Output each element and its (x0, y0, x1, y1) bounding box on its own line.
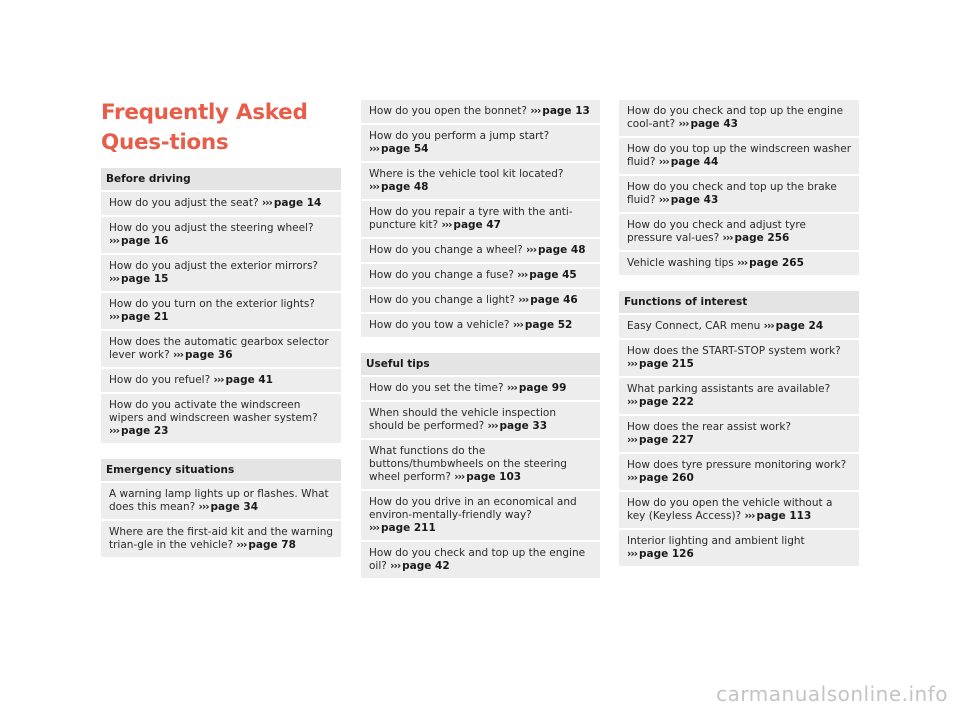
faq-question: What parking assistants are available? (627, 383, 831, 395)
page-reference-link[interactable] (507, 382, 567, 394)
page-number: page 23 (120, 425, 169, 437)
chevron-right-icon: ››› (658, 194, 669, 206)
chevron-right-icon: ››› (627, 548, 637, 560)
page-reference-link[interactable] (262, 197, 322, 209)
faq-question: How do you top up the windscreen washer fluid? (627, 143, 852, 168)
page-number: page 16 (120, 235, 169, 247)
page-reference-link[interactable] (530, 105, 590, 117)
page-reference-link[interactable] (627, 548, 694, 560)
page-number: page 45 (529, 269, 577, 281)
page-number: page 54 (380, 143, 429, 155)
chevron-right-icon: ››› (658, 156, 669, 168)
page-number: page 36 (185, 349, 233, 361)
chevron-right-icon: ››› (627, 358, 637, 370)
page-number: page 48 (380, 181, 429, 193)
chevron-right-icon: ››› (487, 420, 498, 432)
chevron-right-icon: ››› (236, 539, 247, 551)
faq-section (619, 291, 859, 566)
page-number: page 46 (530, 294, 578, 306)
page-reference-link[interactable] (390, 560, 450, 572)
page-number: page 215 (638, 358, 694, 370)
faq-item[interactable] (361, 264, 600, 287)
faq-question: How does the automatic gearbox selector lever work? (109, 336, 329, 361)
page-reference-link[interactable] (199, 501, 259, 513)
faq-item[interactable] (619, 214, 859, 250)
chevron-right-icon: ››› (109, 235, 119, 247)
faq-question: How does the rear assist work? (627, 421, 792, 433)
page-number: page 211 (380, 522, 436, 534)
section-spacer (101, 451, 341, 459)
faq-question: Where is the vehicle tool kit located? (369, 168, 564, 180)
page-reference-link[interactable] (369, 181, 429, 193)
chevron-right-icon: ››› (512, 319, 523, 331)
faq-item[interactable] (101, 331, 341, 367)
page-reference-link[interactable] (109, 311, 169, 323)
faq-question: Where are the first-aid kit and the warning trian-gle in the vehicle? (109, 526, 334, 551)
faq-item[interactable] (619, 315, 859, 338)
page-number: page 78 (248, 539, 296, 551)
chevron-right-icon: ››› (369, 181, 379, 193)
faq-question: How do you change a wheel? (369, 244, 527, 256)
page-reference-link[interactable] (659, 156, 719, 168)
chevron-right-icon: ››› (454, 471, 465, 483)
faq-section (361, 100, 600, 337)
page-number: page 13 (542, 105, 590, 117)
page-number: page 42 (402, 560, 450, 572)
faq-question: How do you perform a jump start? (369, 130, 550, 142)
faq-question: How do you set the time? (369, 382, 507, 394)
faq-item[interactable] (101, 217, 341, 253)
faq-item[interactable] (619, 176, 859, 212)
faq-question: How do you check and top up the brake fluid? (627, 181, 837, 206)
faq-item[interactable] (101, 369, 341, 392)
chevron-right-icon: ››› (109, 425, 119, 437)
faq-item[interactable] (101, 255, 341, 291)
page-reference-link[interactable] (627, 358, 694, 370)
faq-question: How do you check and adjust tyre pressure val-ues? (627, 219, 806, 244)
page-reference-link[interactable] (678, 118, 738, 130)
faq-item[interactable] (361, 239, 600, 262)
page-reference-link[interactable] (627, 396, 694, 408)
chevron-right-icon: ››› (678, 118, 689, 130)
page-reference-link[interactable] (517, 269, 577, 281)
page-reference-link[interactable] (513, 319, 573, 331)
page-number: page 14 (273, 197, 322, 209)
chevron-right-icon: ››› (441, 219, 452, 231)
page-reference-link[interactable] (744, 510, 811, 522)
faq-section (361, 353, 600, 578)
faq-question: How do you turn on the exterior lights? (109, 298, 315, 310)
faq-item[interactable] (101, 521, 341, 557)
page-reference-link[interactable] (627, 434, 694, 446)
chevron-right-icon: ››› (369, 143, 379, 155)
faq-column-right (619, 100, 859, 574)
faq-item[interactable] (619, 416, 859, 452)
page-reference-link[interactable] (764, 320, 824, 332)
chevron-right-icon: ››› (627, 396, 637, 408)
chevron-right-icon: ››› (518, 294, 529, 306)
faq-item[interactable] (619, 252, 859, 275)
faq-question: How do you open the bonnet? (369, 105, 531, 117)
faq-section (101, 459, 341, 557)
page-number: page 44 (670, 156, 719, 168)
faq-question: How do you tow a vehicle? (369, 319, 513, 331)
faq-item[interactable] (361, 125, 600, 161)
faq-question: How does the START-STOP system work? (627, 345, 841, 357)
page-reference-link[interactable] (454, 471, 521, 483)
faq-item[interactable] (361, 163, 600, 199)
faq-column-middle (361, 100, 600, 586)
faq-question: How do you adjust the exterior mirrors? (109, 260, 318, 272)
chevron-right-icon: ››› (198, 501, 209, 513)
faq-item[interactable] (101, 394, 341, 443)
faq-item[interactable] (361, 314, 600, 337)
chevron-right-icon: ››› (722, 232, 733, 244)
chevron-right-icon: ››› (369, 522, 379, 534)
faq-item[interactable] (361, 201, 600, 237)
page-number: page 256 (734, 232, 790, 244)
page-reference-link[interactable] (441, 219, 501, 231)
watermark: carmanualsonline.info (716, 682, 948, 706)
faq-question: How does tyre pressure monitoring work? (627, 459, 847, 471)
page-reference-link[interactable] (627, 472, 694, 484)
faq-item[interactable] (101, 483, 341, 519)
page-number: page 265 (749, 257, 804, 269)
page-reference-link[interactable] (173, 349, 233, 361)
faq-question: How do you change a light? (369, 294, 519, 306)
page-reference-link[interactable] (236, 539, 296, 551)
page-reference-link[interactable] (369, 522, 436, 534)
faq-question: How do you check and top up the engine cool-ant? (627, 105, 844, 130)
faq-item[interactable] (619, 454, 859, 490)
chevron-right-icon: ››› (530, 105, 541, 117)
chevron-right-icon: ››› (526, 244, 537, 256)
page-reference-link[interactable] (109, 273, 169, 285)
page-number: page 24 (775, 320, 824, 332)
page-number: page 34 (210, 501, 259, 513)
page-number: page 43 (670, 194, 719, 206)
page-reference-link[interactable] (659, 194, 719, 206)
faq-item[interactable] (361, 100, 600, 123)
page-number: page 113 (756, 510, 812, 522)
page-reference-link[interactable] (526, 244, 586, 256)
page-number: page 15 (120, 273, 169, 285)
chevron-right-icon: ››› (506, 382, 517, 394)
chevron-right-icon: ››› (627, 434, 637, 446)
faq-question: What functions do the buttons/thumbwheels on the steering wheel perform? (369, 445, 567, 483)
page-number: page 103 (466, 471, 522, 483)
chevron-right-icon: ››› (109, 311, 119, 323)
chevron-right-icon: ››› (213, 374, 224, 386)
page-number: page 126 (638, 548, 694, 560)
faq-question: How do you check and top up the engine oil? (369, 547, 586, 572)
page-reference-link[interactable] (723, 232, 790, 244)
section-header: Before driving (101, 168, 341, 190)
section-header: Functions of interest (619, 291, 859, 313)
section-header: Useful tips (361, 353, 600, 375)
faq-question: Vehicle washing tips (627, 257, 738, 269)
section-spacer (361, 345, 600, 353)
faq-item[interactable] (101, 293, 341, 329)
faq-item[interactable] (619, 378, 859, 414)
page-reference-link[interactable] (518, 294, 578, 306)
faq-item[interactable] (361, 440, 600, 489)
chevron-right-icon: ››› (390, 560, 401, 572)
chevron-right-icon: ››› (109, 273, 119, 285)
section-header: Emergency situations (101, 459, 341, 481)
page-number: page 99 (518, 382, 567, 394)
faq-section (619, 100, 859, 275)
chevron-right-icon: ››› (744, 510, 755, 522)
chevron-right-icon: ››› (173, 349, 184, 361)
faq-item[interactable] (361, 377, 600, 400)
faq-section (101, 168, 341, 443)
page-number: page 222 (638, 396, 694, 408)
page-number: page 43 (690, 118, 738, 130)
faq-item[interactable] (619, 138, 859, 174)
faq-question: How do you change a fuse? (369, 269, 518, 281)
chevron-right-icon: ››› (517, 269, 528, 281)
faq-item[interactable] (361, 542, 600, 578)
page-reference-link[interactable] (488, 420, 548, 432)
page-reference-link[interactable] (214, 374, 274, 386)
page-number: page 47 (453, 219, 501, 231)
page-number: page 33 (499, 420, 548, 432)
page-title: Frequently Asked Ques-tions (101, 100, 308, 155)
page-reference-link[interactable] (369, 143, 429, 155)
page-reference-link[interactable] (109, 235, 169, 247)
page-number: page 227 (638, 434, 694, 446)
page-number: page 21 (120, 311, 169, 323)
faq-question: How do you drive in an economical and environ-mentally-friendly way? (369, 496, 577, 521)
faq-question: How do you refuel? (109, 374, 214, 386)
faq-question: Interior lighting and ambient light (627, 535, 805, 547)
page-reference-link[interactable] (109, 425, 169, 437)
faq-question: How do you adjust the steering wheel? (109, 222, 314, 234)
faq-question: How do you adjust the seat? (109, 197, 262, 209)
page-number: page 260 (638, 472, 694, 484)
chevron-right-icon: ››› (261, 197, 272, 209)
faq-item[interactable] (619, 492, 859, 528)
faq-item[interactable] (361, 402, 600, 438)
chevron-right-icon: ››› (763, 320, 774, 332)
page-reference-link[interactable] (737, 257, 804, 269)
faq-column-left (101, 168, 341, 565)
faq-question: How do you activate the windscreen wipers and windscreen washer system? (109, 399, 318, 424)
faq-question: A warning lamp lights up or flashes. What does this mean? (109, 488, 329, 513)
faq-item[interactable] (361, 491, 600, 540)
faq-question: How do you repair a tyre with the anti-puncture kit? (369, 206, 573, 231)
faq-item[interactable] (619, 530, 859, 566)
faq-item[interactable] (361, 289, 600, 312)
chevron-right-icon: ››› (737, 257, 748, 269)
faq-item[interactable] (101, 192, 341, 215)
faq-question: How do you open the vehicle without a key (Keyless Access)? (627, 497, 833, 522)
chevron-right-icon: ››› (627, 472, 637, 484)
page-number: page 52 (524, 319, 573, 331)
faq-item[interactable] (619, 100, 859, 136)
faq-question: Easy Connect, CAR menu (627, 320, 764, 332)
faq-question: When should the vehicle inspection should be performed? (369, 407, 556, 432)
section-spacer (619, 283, 859, 291)
faq-item[interactable] (619, 340, 859, 376)
page-number: page 48 (538, 244, 586, 256)
page-number: page 41 (225, 374, 273, 386)
